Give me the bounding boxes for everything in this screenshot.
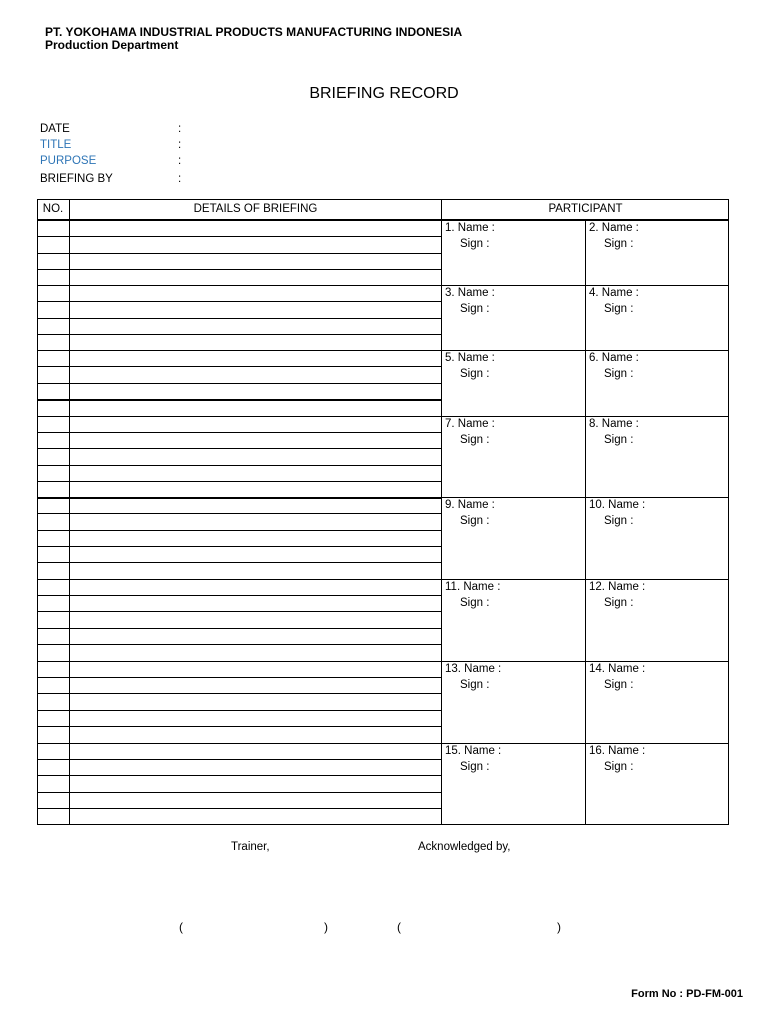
detail-row-line bbox=[37, 383, 441, 384]
detail-row-line bbox=[37, 628, 441, 629]
participant-sign-label: Sign : bbox=[604, 434, 634, 446]
participant-name-label: 8. Name : bbox=[589, 418, 639, 430]
info-label-purpose: PURPOSE bbox=[40, 155, 97, 167]
participant-name-label: 1. Name : bbox=[445, 222, 495, 234]
participant-name-label: 7. Name : bbox=[445, 418, 495, 430]
detail-row-line bbox=[37, 253, 441, 254]
participant-cell bbox=[586, 351, 728, 415]
participant-name-label: 14. Name : bbox=[589, 663, 646, 675]
participant-name-label: 16. Name : bbox=[589, 745, 646, 757]
participant-sign-label: Sign : bbox=[604, 368, 634, 380]
detail-row-line bbox=[37, 269, 441, 270]
participant-cell bbox=[586, 417, 728, 496]
trainer-sign-close: ) bbox=[324, 920, 328, 934]
department-name: Production Department bbox=[45, 38, 179, 52]
header-no: NO. bbox=[42, 203, 64, 215]
participant-cell bbox=[586, 580, 728, 660]
detail-row-line bbox=[37, 677, 441, 678]
participant-name-label: 9. Name : bbox=[445, 499, 495, 511]
acknowledged-label: Acknowledged by, bbox=[418, 841, 511, 853]
info-colon: : bbox=[178, 155, 182, 167]
detail-row-line bbox=[37, 710, 441, 711]
detail-row-line bbox=[37, 562, 441, 563]
participant-sign-label: Sign : bbox=[604, 238, 634, 250]
table-border-bottom bbox=[37, 824, 729, 825]
detail-row-line bbox=[37, 416, 441, 417]
detail-row-line bbox=[37, 318, 441, 319]
participant-name-label: 10. Name : bbox=[589, 499, 646, 511]
detail-row-line bbox=[37, 759, 441, 760]
participant-sign-label: Sign : bbox=[604, 597, 634, 609]
detail-row-line bbox=[37, 595, 441, 596]
participant-name-label: 2. Name : bbox=[589, 222, 639, 234]
participant-sign-label: Sign : bbox=[460, 434, 490, 446]
participant-sign-label: Sign : bbox=[460, 515, 490, 527]
detail-row-line bbox=[37, 808, 441, 809]
detail-row-line bbox=[37, 285, 441, 286]
detail-row-line bbox=[37, 334, 441, 335]
participant-name-label: 12. Name : bbox=[589, 581, 646, 593]
table-border-top bbox=[37, 199, 729, 200]
detail-row-line bbox=[37, 432, 441, 433]
participant-cell bbox=[442, 286, 584, 349]
participant-cell bbox=[442, 744, 584, 824]
detail-row-line bbox=[37, 611, 441, 612]
header-participant: PARTICIPANT bbox=[548, 203, 623, 215]
info-label-date: DATE bbox=[40, 123, 70, 135]
detail-row-line bbox=[37, 693, 441, 694]
ack-sign-close: ) bbox=[557, 920, 561, 934]
participant-sign-label: Sign : bbox=[604, 515, 634, 527]
ack-sign-open: ( bbox=[397, 920, 401, 934]
detail-row-line bbox=[37, 465, 441, 466]
participant-name-label: 5. Name : bbox=[445, 352, 495, 364]
detail-row-line bbox=[37, 644, 441, 645]
participant-sign-label: Sign : bbox=[460, 238, 490, 250]
detail-row-line bbox=[37, 497, 441, 499]
participant-name-label: 15. Name : bbox=[445, 745, 502, 757]
participant-sign-label: Sign : bbox=[604, 679, 634, 691]
detail-row-line bbox=[37, 301, 441, 302]
participant-cell bbox=[442, 221, 584, 284]
participant-cell bbox=[586, 744, 728, 824]
detail-row-line bbox=[37, 399, 441, 401]
participant-cell bbox=[442, 662, 584, 742]
participant-cell bbox=[586, 662, 728, 742]
participant-cell bbox=[442, 351, 584, 415]
detail-row-line bbox=[37, 743, 441, 744]
detail-row-line bbox=[37, 792, 441, 793]
participant-sign-label: Sign : bbox=[460, 368, 490, 380]
participant-name-label: 4. Name : bbox=[589, 287, 639, 299]
detail-row-line bbox=[37, 236, 441, 237]
table-border-right bbox=[728, 199, 729, 825]
briefing-table bbox=[37, 199, 729, 825]
detail-row-line bbox=[37, 661, 441, 662]
detail-row-line bbox=[37, 513, 441, 514]
participant-cell bbox=[586, 498, 728, 578]
detail-row-line bbox=[37, 350, 441, 351]
trainer-label: Trainer, bbox=[231, 841, 270, 853]
participant-sign-label: Sign : bbox=[460, 303, 490, 315]
header-details: DETAILS OF BRIEFING bbox=[193, 203, 318, 215]
detail-row-line bbox=[37, 366, 441, 367]
info-colon: : bbox=[178, 123, 182, 135]
info-label-briefing-by: BRIEFING BY bbox=[40, 173, 113, 185]
participant-cell bbox=[442, 417, 584, 496]
detail-row-line bbox=[37, 546, 441, 547]
participant-cell bbox=[442, 498, 584, 578]
participant-name-label: 6. Name : bbox=[589, 352, 639, 364]
form-number: Form No : PD-FM-001 bbox=[631, 988, 743, 1000]
participant-name-label: 3. Name : bbox=[445, 287, 495, 299]
trainer-sign-open: ( bbox=[179, 920, 183, 934]
col-divider-no bbox=[69, 199, 70, 825]
participant-name-label: 13. Name : bbox=[445, 663, 502, 675]
participant-sign-label: Sign : bbox=[460, 679, 490, 691]
info-label-title: TITLE bbox=[40, 139, 72, 151]
participant-sign-label: Sign : bbox=[604, 761, 634, 773]
detail-row-line bbox=[37, 726, 441, 727]
detail-row-line bbox=[37, 448, 441, 449]
info-colon: : bbox=[178, 139, 182, 151]
participant-sign-label: Sign : bbox=[460, 761, 490, 773]
detail-row-line bbox=[37, 481, 441, 482]
table-border-left bbox=[37, 199, 38, 825]
detail-row-line bbox=[37, 579, 441, 580]
participant-cell bbox=[442, 580, 584, 660]
participant-cell bbox=[586, 286, 728, 349]
document-title: BRIEFING RECORD bbox=[309, 85, 459, 102]
participant-sign-label: Sign : bbox=[604, 303, 634, 315]
participant-cell bbox=[586, 221, 728, 284]
company-name: PT. YOKOHAMA INDUSTRIAL PRODUCTS MANUFACTURING INDONESIA bbox=[45, 25, 463, 39]
participant-sign-label: Sign : bbox=[460, 597, 490, 609]
participant-name-label: 11. Name : bbox=[445, 581, 501, 593]
detail-row-line bbox=[37, 775, 441, 776]
info-colon: : bbox=[178, 173, 182, 185]
detail-row-line bbox=[37, 530, 441, 531]
